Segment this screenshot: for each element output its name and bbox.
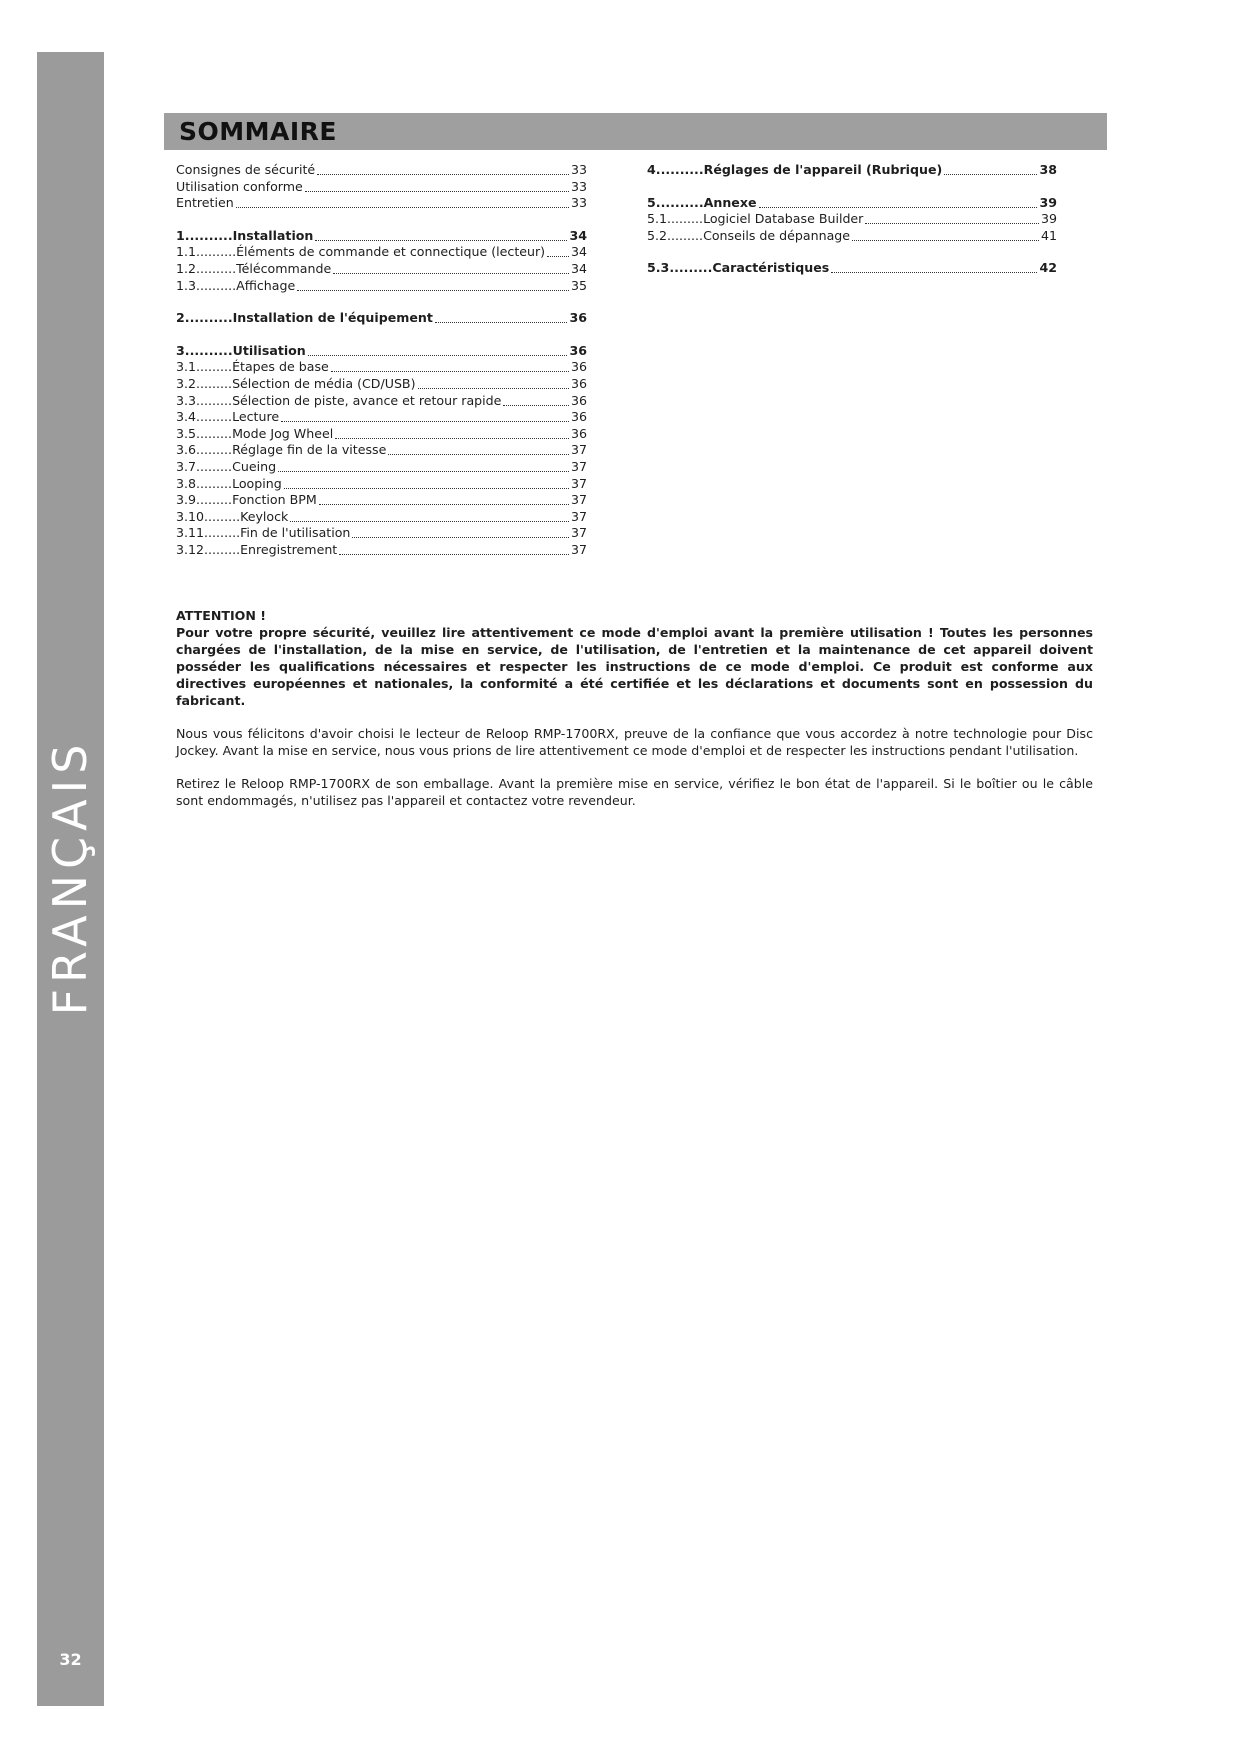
toc-entry-number: 3.8 bbox=[176, 475, 197, 491]
toc-dot-leader bbox=[281, 409, 569, 422]
toc-leader bbox=[204, 509, 240, 526]
toc-entry-label: Fin de l'utilisation bbox=[240, 525, 351, 541]
toc-leader bbox=[661, 195, 704, 212]
toc-entry-page: 34 bbox=[569, 227, 587, 243]
toc-entry bbox=[176, 525, 587, 542]
toc-entry-label: Étapes de base bbox=[232, 359, 329, 375]
toc-entry-label: Conseils de dépannage bbox=[703, 227, 851, 243]
toc-entry-label: Affichage bbox=[236, 277, 296, 293]
toc-dot-leader bbox=[831, 260, 1037, 273]
toc-entry-page: 39 bbox=[1039, 194, 1057, 210]
toc-entry-label: Réglage fin de la vitesse bbox=[232, 442, 387, 458]
toc-leader bbox=[196, 476, 232, 493]
attention-heading: ATTENTION ! bbox=[176, 608, 267, 623]
toc-entry-number: 3.9 bbox=[176, 492, 197, 508]
toc-dot-leader bbox=[278, 459, 569, 472]
toc-entry-page: 35 bbox=[570, 277, 587, 293]
toc-leader bbox=[196, 442, 232, 459]
toc-leader bbox=[190, 310, 233, 327]
toc-entry bbox=[176, 228, 587, 245]
toc-entry-label: Réglages de l'appareil (Rubrique) bbox=[703, 162, 943, 177]
toc-entry-page: 36 bbox=[570, 392, 587, 408]
toc-entry bbox=[176, 426, 587, 443]
toc-entry bbox=[176, 509, 587, 526]
toc-entry-page: 36 bbox=[570, 375, 587, 391]
toc-entry-label: Looping bbox=[232, 475, 282, 491]
language-label: FRANÇAIS bbox=[43, 738, 97, 1016]
toc-entry-number: 3.7 bbox=[176, 458, 197, 474]
toc-entry-number: 2. bbox=[176, 310, 190, 326]
toc-entry bbox=[176, 476, 587, 493]
toc-dot-leader bbox=[435, 310, 568, 323]
toc-entry-label: Caractéristiques bbox=[712, 260, 830, 276]
toc-entry bbox=[176, 343, 587, 360]
toc-entry-number: 1.1. bbox=[176, 244, 201, 260]
toc-entry-number: 3.1 bbox=[176, 359, 197, 375]
toc-entry-label: Enregistrement bbox=[240, 541, 338, 557]
toc-entry-page: 42 bbox=[1039, 260, 1057, 276]
toc-entry bbox=[176, 442, 587, 459]
toc-entry-label: Logiciel Database Builder bbox=[703, 211, 864, 227]
toc-entry-page: 33 bbox=[570, 178, 587, 194]
title-bar bbox=[164, 113, 1107, 150]
toc-dot-leader bbox=[418, 376, 569, 389]
toc-entry-label: Télécommande bbox=[236, 260, 332, 276]
toc-entry bbox=[647, 211, 1057, 228]
toc-entry bbox=[176, 492, 587, 509]
toc-entry-number: 4. bbox=[647, 162, 661, 177]
toc-entry-number: 3.4 bbox=[176, 409, 197, 425]
toc-entry-label: Keylock bbox=[240, 508, 289, 524]
toc-entry-label: Utilisation bbox=[232, 342, 306, 358]
toc-entry bbox=[176, 542, 587, 559]
toc-entry-label: Entretien bbox=[176, 195, 234, 211]
toc-entry bbox=[176, 393, 587, 410]
toc-leader bbox=[667, 211, 703, 228]
toc-dot-leader bbox=[335, 426, 569, 439]
toc-dot-leader bbox=[317, 162, 569, 175]
toc-entry-number: 3.10 bbox=[176, 508, 205, 524]
toc-entry-page: 34 bbox=[570, 244, 587, 260]
toc-entry-label: Installation de l'équipement bbox=[232, 310, 433, 326]
toc-entry-page: 37 bbox=[570, 525, 587, 541]
toc-dot-leader bbox=[319, 492, 569, 505]
toc-dot-leader bbox=[503, 393, 569, 406]
toc-leader bbox=[667, 228, 703, 245]
toc-entry-number: 5.1 bbox=[647, 211, 668, 227]
toc-entry-page: 34 bbox=[570, 260, 587, 276]
toc-dot-leader bbox=[315, 228, 567, 241]
toc-entry bbox=[176, 376, 587, 393]
toc-entry bbox=[176, 195, 587, 212]
toc-entry-page: 39 bbox=[1040, 211, 1057, 227]
toc-leader bbox=[196, 492, 232, 509]
toc-entry-label: Utilisation conforme bbox=[176, 178, 303, 194]
toc-entry bbox=[176, 261, 587, 278]
toc-entry-label: Éléments de commande et connectique (lecteur) bbox=[236, 244, 546, 260]
toc-dot-leader bbox=[759, 195, 1038, 208]
toc-entry-number: 5.3 bbox=[647, 260, 670, 276]
toc-entry-page: 37 bbox=[570, 458, 587, 474]
toc-entry-number: 3.12 bbox=[176, 541, 205, 557]
toc-entry-number: 1.2. bbox=[176, 260, 201, 276]
toc-dot-leader bbox=[352, 525, 569, 538]
toc-entry-number: 3.2 bbox=[176, 375, 197, 391]
toc-entry-page: 33 bbox=[570, 162, 587, 177]
toc-dot-leader bbox=[290, 509, 569, 522]
toc-dot-leader bbox=[388, 442, 569, 455]
toc-entry-label: Fonction BPM bbox=[232, 492, 317, 508]
toc-leader bbox=[200, 278, 236, 295]
toc-dot-leader bbox=[331, 359, 569, 372]
toc-entry-number: 3.5 bbox=[176, 425, 197, 441]
toc-dot-leader bbox=[284, 476, 569, 489]
toc-entry-page: 36 bbox=[569, 342, 587, 358]
toc-entry-label: Lecture bbox=[232, 409, 280, 425]
toc-entry-page: 37 bbox=[570, 475, 587, 491]
toc-entry bbox=[647, 162, 1057, 179]
toc-leader bbox=[196, 359, 232, 376]
toc-entry-page: 36 bbox=[570, 409, 587, 425]
toc-entry-page: 37 bbox=[570, 492, 587, 508]
toc-entry bbox=[176, 179, 587, 196]
toc-entry-number: 5. bbox=[647, 194, 661, 210]
toc-dot-leader bbox=[308, 343, 568, 356]
toc-leader bbox=[196, 459, 232, 476]
toc-dot-leader bbox=[547, 244, 569, 257]
toc-entry-page: 37 bbox=[570, 541, 587, 557]
toc-entry bbox=[176, 459, 587, 476]
toc-entry-label: Sélection de piste, avance et retour rapide bbox=[232, 392, 502, 408]
toc-leader bbox=[204, 542, 240, 559]
toc-dot-leader bbox=[852, 228, 1039, 241]
toc-entry-page: 38 bbox=[1039, 162, 1057, 177]
toc-leader bbox=[190, 343, 233, 360]
toc-entry-label: Sélection de média (CD/USB) bbox=[232, 375, 416, 391]
toc-entry-label: Cueing bbox=[232, 458, 277, 474]
toc-entry-number: 3.11 bbox=[176, 525, 205, 541]
toc-leader bbox=[196, 426, 232, 443]
toc-dot-leader bbox=[297, 278, 569, 291]
toc-dot-leader bbox=[865, 211, 1039, 224]
toc-entry-page: 36 bbox=[569, 310, 587, 326]
toc-dot-leader bbox=[333, 261, 569, 274]
unpacking-paragraph: Retirez le Reloop RMP-1700RX de son emballage. Avant la première mise en service, vérifiez le bon état de l'appareil. Si le boîtier ou le câble sont endommagés, n'utilisez pas l'appareil et contactez votre revendeur. bbox=[176, 776, 1093, 808]
toc-leader bbox=[669, 260, 712, 277]
toc-leader bbox=[190, 228, 233, 245]
toc-leader bbox=[204, 525, 240, 542]
toc-entry-page: 36 bbox=[570, 425, 587, 441]
toc-entry-label: Mode Jog Wheel bbox=[232, 425, 334, 441]
toc-leader bbox=[196, 409, 232, 426]
toc-entry-label: Annexe bbox=[703, 194, 757, 210]
toc-dot-leader bbox=[339, 542, 569, 555]
toc-dot-leader bbox=[305, 179, 569, 192]
toc-entry bbox=[176, 278, 587, 295]
toc-leader bbox=[196, 376, 232, 393]
attention-text: Pour votre propre sécurité, veuillez lire attentivement ce mode d'emploi avant la première utilisation ! Toutes les personnes chargées de l'installation, de la mise en service, de l'utilisation, de l'entretien et la maintenance de cet appareil doivent posséder les qualifications nécessaires et respecter les instructions de ce mode d'emploi. Ce produit est conforme aux directives européennes et nationales, la conformité a été certifiée et les déclarations et documents sont en possession du fabricant. bbox=[176, 625, 1093, 708]
page-number: 32 bbox=[59, 1650, 82, 1669]
toc-entry bbox=[176, 409, 587, 426]
toc-entry-label: Installation bbox=[232, 227, 314, 243]
toc-right-column bbox=[647, 162, 1057, 277]
toc-entry bbox=[176, 244, 587, 261]
toc-entry bbox=[176, 162, 587, 179]
toc-entry bbox=[176, 310, 587, 327]
toc-entry-label: Consignes de sécurité bbox=[176, 162, 316, 177]
toc-entry-number: 5.2 bbox=[647, 227, 668, 243]
toc-entry bbox=[647, 260, 1057, 277]
toc-entry-page: 37 bbox=[570, 508, 587, 524]
toc-entry-number: 3.3 bbox=[176, 392, 197, 408]
toc-entry-number: 3. bbox=[176, 342, 190, 358]
toc-left-column bbox=[176, 162, 587, 558]
toc-entry-page: 33 bbox=[570, 195, 587, 211]
intro-paragraph: Nous vous félicitons d'avoir choisi le lecteur de Reloop RMP-1700RX, preuve de la confiance que vous accordez à notre technologie pour Disc Jockey. Avant la mise en service, nous vous prions de lire attentivement ce mode d'emploi et de respecter les instructions pendant l'utilisation. bbox=[176, 726, 1093, 758]
toc-entry bbox=[176, 359, 587, 376]
page-title: SOMMAIRE bbox=[179, 117, 337, 146]
toc-entry bbox=[647, 228, 1057, 245]
toc-leader bbox=[661, 162, 704, 179]
toc-leader bbox=[200, 261, 236, 278]
toc-entry-page: 41 bbox=[1040, 227, 1057, 243]
toc-dot-leader bbox=[236, 195, 569, 208]
toc-entry-page: 37 bbox=[570, 442, 587, 458]
toc-leader bbox=[200, 244, 236, 261]
toc-entry bbox=[647, 195, 1057, 212]
toc-leader bbox=[196, 393, 232, 410]
body-text bbox=[176, 607, 1093, 825]
toc-dot-leader bbox=[944, 162, 1037, 175]
toc-entry-page: 36 bbox=[570, 359, 587, 375]
toc-entry-number: 3.6 bbox=[176, 442, 197, 458]
toc-entry-number: 1.3. bbox=[176, 277, 201, 293]
toc-entry-number: 1. bbox=[176, 227, 190, 243]
